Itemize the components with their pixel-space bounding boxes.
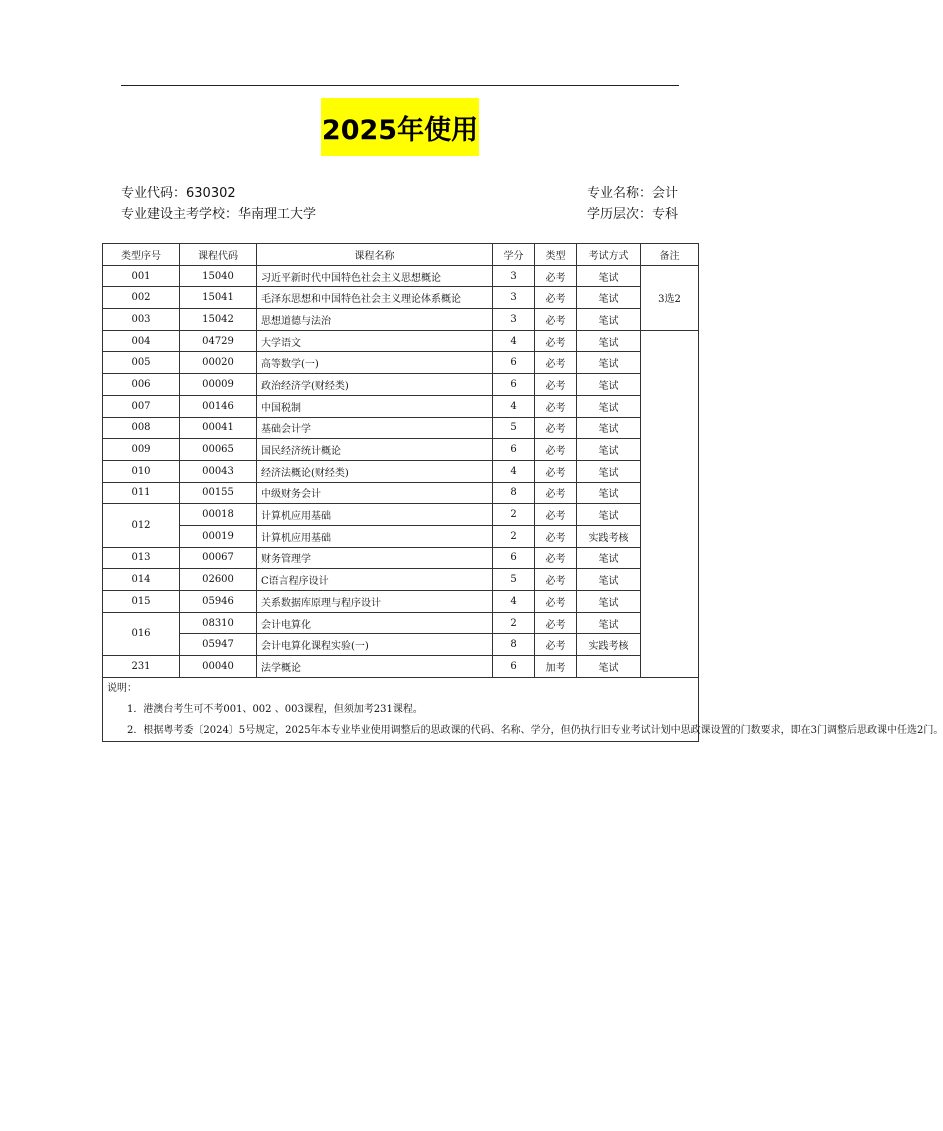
cell-seq: 231 bbox=[103, 656, 180, 678]
cell-credit: 4 bbox=[493, 460, 535, 482]
cell-exam: 笔试 bbox=[577, 591, 641, 613]
cell-exam: 实践考核 bbox=[577, 634, 641, 656]
cell-type: 必考 bbox=[535, 287, 577, 309]
note-item: 1．港澳台考生可不考001、002 、003课程，但须加考231课程。 bbox=[127, 703, 423, 715]
cell-name: 会计电算化 bbox=[257, 612, 493, 634]
cell-exam: 笔试 bbox=[577, 547, 641, 569]
header-seq: 类型序号 bbox=[103, 244, 180, 266]
table-row bbox=[103, 482, 699, 504]
table-row bbox=[103, 417, 699, 439]
cell-remark-group: 3选2 bbox=[641, 265, 699, 330]
cell-type: 必考 bbox=[535, 482, 577, 504]
cell-credit: 4 bbox=[493, 395, 535, 417]
cell-type: 必考 bbox=[535, 591, 577, 613]
cell-exam: 实践考核 bbox=[577, 525, 641, 547]
cell-credit: 3 bbox=[493, 287, 535, 309]
cell-seq: 003 bbox=[103, 309, 180, 331]
cell-credit: 3 bbox=[493, 309, 535, 331]
cell-exam: 笔试 bbox=[577, 439, 641, 461]
cell-code: 00065 bbox=[180, 439, 257, 461]
header-credit: 学分 bbox=[493, 244, 535, 266]
cell-code: 04729 bbox=[180, 330, 257, 352]
cell-code: 15040 bbox=[180, 265, 257, 287]
table-row bbox=[103, 287, 699, 309]
table-row bbox=[103, 547, 699, 569]
cell-code: 00146 bbox=[180, 395, 257, 417]
header-exam: 考试方式 bbox=[577, 244, 641, 266]
cell-type: 必考 bbox=[535, 569, 577, 591]
table-row bbox=[103, 395, 699, 417]
cell-type: 必考 bbox=[535, 330, 577, 352]
cell-seq: 002 bbox=[103, 287, 180, 309]
major-code: 专业代码：630302 bbox=[121, 186, 236, 201]
cell-exam: 笔试 bbox=[577, 330, 641, 352]
cell-code: 02600 bbox=[180, 569, 257, 591]
cell-exam: 笔试 bbox=[577, 569, 641, 591]
cell-exam: 笔试 bbox=[577, 265, 641, 287]
cell-type: 必考 bbox=[535, 265, 577, 287]
table-row bbox=[103, 569, 699, 591]
cell-credit: 2 bbox=[493, 504, 535, 526]
cell-name: C语言程序设计 bbox=[257, 569, 493, 591]
cell-name: 经济法概论(财经类) bbox=[257, 460, 493, 482]
cell-credit: 2 bbox=[493, 525, 535, 547]
cell-exam: 笔试 bbox=[577, 309, 641, 331]
cell-code: 00043 bbox=[180, 460, 257, 482]
cell-type: 必考 bbox=[535, 352, 577, 374]
cell-exam: 笔试 bbox=[577, 460, 641, 482]
cell-credit: 5 bbox=[493, 569, 535, 591]
table-row bbox=[103, 460, 699, 482]
notes-title: 说明： bbox=[107, 682, 137, 694]
cell-name: 习近平新时代中国特色社会主义思想概论 bbox=[257, 265, 493, 287]
cell-type: 必考 bbox=[535, 525, 577, 547]
year-banner: 2025年使用 bbox=[321, 98, 479, 156]
table-header-row bbox=[103, 244, 699, 266]
cell-name: 计算机应用基础 bbox=[257, 525, 493, 547]
cell-type: 必考 bbox=[535, 309, 577, 331]
cell-credit: 4 bbox=[493, 591, 535, 613]
cell-name: 法学概论 bbox=[257, 656, 493, 678]
cell-code: 00040 bbox=[180, 656, 257, 678]
cell-exam: 笔试 bbox=[577, 612, 641, 634]
cell-name: 思想道德与法治 bbox=[257, 309, 493, 331]
cell-code: 15041 bbox=[180, 287, 257, 309]
cell-seq: 012 bbox=[103, 504, 180, 547]
cell-code: 00019 bbox=[180, 525, 257, 547]
cell-code: 05947 bbox=[180, 634, 257, 656]
cell-code: 00067 bbox=[180, 547, 257, 569]
cell-credit: 8 bbox=[493, 634, 535, 656]
cell-exam: 笔试 bbox=[577, 417, 641, 439]
cell-name: 关系数据库原理与程序设计 bbox=[257, 591, 493, 613]
cell-name: 国民经济统计概论 bbox=[257, 439, 493, 461]
cell-type: 必考 bbox=[535, 634, 577, 656]
cell-code: 00009 bbox=[180, 374, 257, 396]
cell-credit: 6 bbox=[493, 374, 535, 396]
table-row bbox=[103, 265, 699, 287]
cell-name: 计算机应用基础 bbox=[257, 504, 493, 526]
cell-type: 加考 bbox=[535, 656, 577, 678]
cell-credit: 6 bbox=[493, 547, 535, 569]
cell-credit: 5 bbox=[493, 417, 535, 439]
cell-name: 大学语文 bbox=[257, 330, 493, 352]
cell-credit: 2 bbox=[493, 612, 535, 634]
cell-code: 05946 bbox=[180, 591, 257, 613]
table-row bbox=[103, 591, 699, 613]
note-item: 2．根据粤考委〔2024〕5号规定，2025年本专业毕业使用调整后的思政课的代码、名称、学分，但仍执行旧专业考试计划中思政课设置的门数要求，即在3门调整后思政课中任选2门。 bbox=[127, 724, 943, 736]
cell-seq: 005 bbox=[103, 352, 180, 374]
cell-seq: 004 bbox=[103, 330, 180, 352]
cell-code: 00020 bbox=[180, 352, 257, 374]
table-row bbox=[103, 612, 699, 634]
cell-type: 必考 bbox=[535, 417, 577, 439]
cell-type: 必考 bbox=[535, 612, 577, 634]
table-row bbox=[103, 352, 699, 374]
table-row bbox=[103, 634, 699, 656]
cell-name: 财务管理学 bbox=[257, 547, 493, 569]
cell-code: 00041 bbox=[180, 417, 257, 439]
table-row bbox=[103, 374, 699, 396]
cell-credit: 3 bbox=[493, 265, 535, 287]
cell-seq: 006 bbox=[103, 374, 180, 396]
header-type: 类型 bbox=[535, 244, 577, 266]
cell-type: 必考 bbox=[535, 504, 577, 526]
cell-seq: 016 bbox=[103, 612, 180, 655]
cell-name: 中国税制 bbox=[257, 395, 493, 417]
cell-credit: 6 bbox=[493, 656, 535, 678]
cell-code: 00018 bbox=[180, 504, 257, 526]
table-row bbox=[103, 309, 699, 331]
table-row bbox=[103, 525, 699, 547]
cell-credit: 8 bbox=[493, 482, 535, 504]
notes-row bbox=[103, 677, 699, 741]
header-remark: 备注 bbox=[641, 244, 699, 266]
school: 专业建设主考学校：华南理工大学 bbox=[121, 207, 317, 222]
cell-seq: 008 bbox=[103, 417, 180, 439]
major-name: 专业名称：会计 bbox=[586, 186, 678, 201]
cell-seq: 014 bbox=[103, 569, 180, 591]
cell-type: 必考 bbox=[535, 439, 577, 461]
cell-name: 中级财务会计 bbox=[257, 482, 493, 504]
header-code: 课程代码 bbox=[180, 244, 257, 266]
cell-type: 必考 bbox=[535, 374, 577, 396]
cell-name: 毛泽东思想和中国特色社会主义理论体系概论 bbox=[257, 287, 493, 309]
education-level: 学历层次：专科 bbox=[586, 207, 678, 222]
cell-code: 00155 bbox=[180, 482, 257, 504]
cell-seq: 013 bbox=[103, 547, 180, 569]
cell-remark-empty bbox=[641, 330, 699, 677]
table-row bbox=[103, 439, 699, 461]
cell-credit: 6 bbox=[493, 439, 535, 461]
table-row bbox=[103, 656, 699, 678]
header-name: 课程名称 bbox=[257, 244, 493, 266]
table-row bbox=[103, 504, 699, 526]
cell-seq: 015 bbox=[103, 591, 180, 613]
cell-seq: 001 bbox=[103, 265, 180, 287]
course-table bbox=[102, 243, 943, 742]
cell-name: 政治经济学(财经类) bbox=[257, 374, 493, 396]
cell-code: 15042 bbox=[180, 309, 257, 331]
cell-type: 必考 bbox=[535, 460, 577, 482]
cell-credit: 6 bbox=[493, 352, 535, 374]
cell-type: 必考 bbox=[535, 395, 577, 417]
cell-seq: 010 bbox=[103, 460, 180, 482]
cell-exam: 笔试 bbox=[577, 352, 641, 374]
cell-name: 高等数学(一) bbox=[257, 352, 493, 374]
top-rule bbox=[121, 85, 679, 86]
cell-exam: 笔试 bbox=[577, 287, 641, 309]
cell-exam: 笔试 bbox=[577, 395, 641, 417]
notes-cell bbox=[103, 677, 943, 741]
cell-name: 会计电算化课程实验(一) bbox=[257, 634, 493, 656]
cell-exam: 笔试 bbox=[577, 656, 641, 678]
cell-exam: 笔试 bbox=[577, 504, 641, 526]
cell-exam: 笔试 bbox=[577, 482, 641, 504]
cell-code: 08310 bbox=[180, 612, 257, 634]
cell-type: 必考 bbox=[535, 547, 577, 569]
cell-seq: 007 bbox=[103, 395, 180, 417]
cell-seq: 009 bbox=[103, 439, 180, 461]
cell-seq: 011 bbox=[103, 482, 180, 504]
cell-credit: 4 bbox=[493, 330, 535, 352]
cell-exam: 笔试 bbox=[577, 374, 641, 396]
cell-name: 基础会计学 bbox=[257, 417, 493, 439]
table-row bbox=[103, 330, 699, 352]
